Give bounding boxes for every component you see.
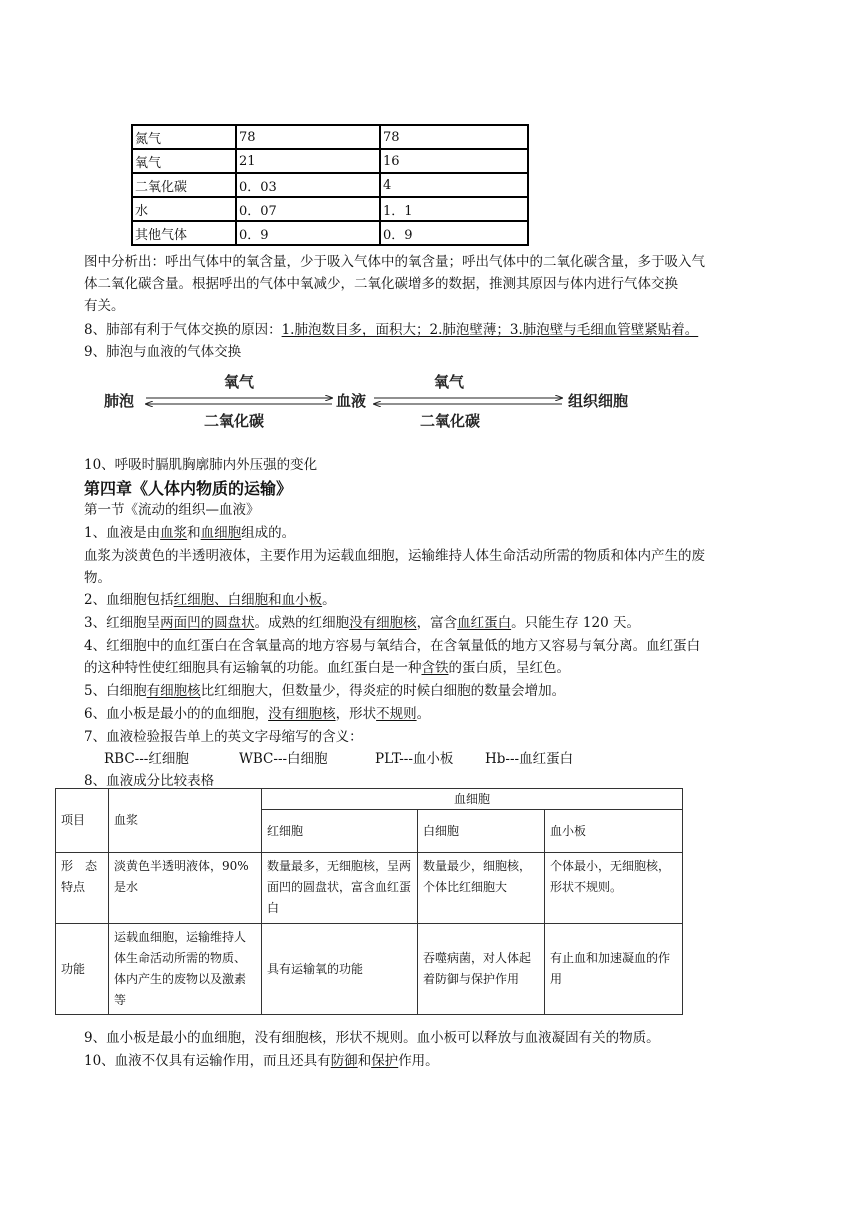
p10-protection: 保护 [371,1053,399,1069]
header-plasma: 血浆 [109,789,262,853]
row-function-wbc: 吞噬病菌，对人体起着防御与保护作用 [418,924,545,1015]
inhaled-percent-cell: 21 [236,149,380,173]
gas-table-row [132,149,528,173]
p4-iron: 含铁 [421,660,449,676]
p10-defense: 防御 [330,1053,358,1069]
gas-table-row [132,173,528,197]
plasma-line-2: 物。 [84,570,111,586]
point-4-line-2 [84,658,570,678]
section-title: 第一节《流动的组织—血液》 [84,502,260,518]
gas-table-row [132,125,528,149]
item-8-prefix: 8、肺部有利于气体交换的原因： [84,322,282,338]
tissue-cells-label: 组织细胞 [568,392,629,410]
co2-label-right: 二氧化碳 [420,412,481,430]
p1-blood-cells: 血细胞 [200,525,242,541]
row-function-rbc: 具有运输氧的功能 [262,924,418,1015]
abbrev-wbc: WBC---白细胞 [239,751,328,767]
oxygen-label-left: 氧气 [224,373,255,391]
item-10: 10、呼吸时膈肌胸廓肺内外压强的变化 [84,457,318,473]
p3-text-c: 。成熟的红细胞 [254,615,350,631]
p10-text-a: 10、血液不仅具有运输作用，而且还具有 [84,1053,331,1069]
abbrev-hb: Hb---血红蛋白 [485,751,574,767]
exhaled-percent-cell: 1．1 [380,197,528,221]
gas-table-row [132,197,528,221]
point-1 [84,523,295,543]
abbrev-plt: PLT---血小板 [375,751,454,767]
exhaled-percent-cell: 4 [380,173,528,197]
oxygen-label-right: 氧气 [434,373,465,391]
point-8: 8、血液成分比较表格 [84,773,215,789]
point-6 [84,704,430,724]
p4-text-a: 的这种特性使红细胞具有运输氧的功能。血红蛋白是一种 [84,660,422,676]
analysis-line-3: 有关。 [84,298,125,314]
analysis-line-1: 图中分析出：呼出气体中的氧含量，少于吸入气体中的氧含量；呼出气体中的二氧化碳含量，多于吸入气 [84,254,705,270]
p6-text-a: 6、血小板是最小的的血细胞， [84,706,269,722]
p6-no-nucleus: 没有细胞核 [268,706,336,722]
gas-name-cell: 氮气 [132,125,236,149]
p10-text-c: 和 [357,1053,372,1069]
gas-name-cell: 水 [132,197,236,221]
gas-name-cell: 二氧化碳 [132,173,236,197]
point-7: 7、血液检验报告单上的英文字母缩写的含义： [84,729,363,745]
inhaled-percent-cell: 0．9 [236,221,380,245]
item-9: 9、肺泡与血液的气体交换 [84,344,242,360]
p3-hemoglobin: 血红蛋白 [457,615,512,631]
row-morphology-rbc: 数量最多，无细胞核，呈两面凹的圆盘状，富含血红蛋白 [262,853,418,924]
p6-text-e: 。 [416,706,431,722]
inhaled-percent-cell: 0．07 [236,197,380,221]
p6-text-c: ，形状 [335,706,377,722]
chapter-title: 第四章《人体内物质的运输》 [84,479,293,498]
gas-name-cell: 其他气体 [132,221,236,245]
row-function-platelet: 有止血和加速凝血的作用 [545,924,683,1015]
p2-text-a: 2、血细胞包括 [84,592,174,608]
point-9-platelet: 9、血小板是最小的血细胞，没有细胞核，形状不规则。血小板可以释放与血液凝固有关的物质。 [84,1030,660,1046]
row-function-plasma: 运载血细胞，运输维持人体生命活动所需的物质、体内产生的废物以及激素等 [109,924,262,1015]
p3-text-a: 3、红细胞呈 [84,615,161,631]
inhaled-percent-cell: 78 [236,125,380,149]
gas-exchange-diagram [104,372,664,432]
header-platelet: 血小板 [545,810,683,853]
p1-plasma: 血浆 [160,525,188,541]
inhaled-percent-cell: 0．03 [236,173,380,197]
p5-has-nucleus: 有细胞核 [146,683,201,699]
row-morphology-wbc: 数量最少，细胞核，个体比红细胞大 [418,853,545,924]
p1-text-a: 1、血液是由 [84,525,161,541]
point-4-line-1: 4、红细胞中的血红蛋白在含氧量高的地方容易与氧结合，在含氧量低的地方又容易与氧分离。血红蛋白 [84,638,701,654]
p6-irregular: 不规则 [376,706,417,722]
alveoli-label: 肺泡 [104,392,135,410]
point-2 [84,590,336,610]
blood-components-table [55,788,683,1015]
p2-cell-types: 红细胞、白细胞和血小板 [173,592,323,608]
p5-text-a: 5、白细胞 [84,683,147,699]
plasma-line-1: 血浆为淡黄色的半透明液体，主要作用为运载血细胞，运输维持人体生命活动所需的物质和体内产生的废 [84,548,705,564]
header-item: 项目 [56,789,109,853]
p4-text-c: 的蛋白质，呈红色。 [448,660,570,676]
p1-text-e: 组成的。 [241,525,296,541]
exhaled-percent-cell: 16 [380,149,528,173]
analysis-line-2: 体二氧化碳含量。根据呼出的气体中氧减少，二氧化碳增多的数据，推测其原因与体内进行气体交换 [84,276,678,292]
point-5 [84,681,565,701]
gas-name-cell: 氧气 [132,149,236,173]
p1-text-c: 和 [187,525,201,541]
p5-text-c: 比红细胞大，但数量少，得炎症的时候白细胞的数量会增加。 [200,683,566,699]
p2-text-c: 。 [322,592,336,608]
p3-text-g: 。只能生存 120 天。 [511,615,640,631]
p3-text-e: ，富含 [416,615,458,631]
p3-shape: 两面凹的圆盘状 [160,615,255,631]
gas-table-row [132,221,528,245]
row-morphology-platelet: 个体最小，无细胞核，形状不规则。 [545,853,683,924]
point-10-defense [84,1051,439,1071]
header-blood-cells: 血细胞 [262,789,683,810]
header-wbc: 白细胞 [418,810,545,853]
item-8 [84,320,698,340]
row-morphology-plasma: 淡黄色半透明液体，90%是水 [109,853,262,924]
exhaled-percent-cell: 0．9 [380,221,528,245]
row-morphology-label: 形 态特点 [56,853,109,924]
abbrev-rbc: RBC---红细胞 [104,751,189,767]
blood-label: 血液 [336,392,367,410]
abbreviation-list [104,749,573,769]
exhaled-percent-cell: 78 [380,125,528,149]
item-8-reasons: 1.肺泡数目多，面积大；2.肺泡壁薄；3.肺泡壁与毛细血管壁紧贴着。 [281,322,699,338]
p3-no-nucleus: 没有细胞核 [349,615,417,631]
gas-composition-table [131,124,529,246]
header-rbc: 红细胞 [262,810,418,853]
row-function-label: 功能 [56,924,109,1015]
point-3 [84,613,640,633]
p10-text-e: 作用。 [398,1053,439,1069]
co2-label-left: 二氧化碳 [204,412,265,430]
